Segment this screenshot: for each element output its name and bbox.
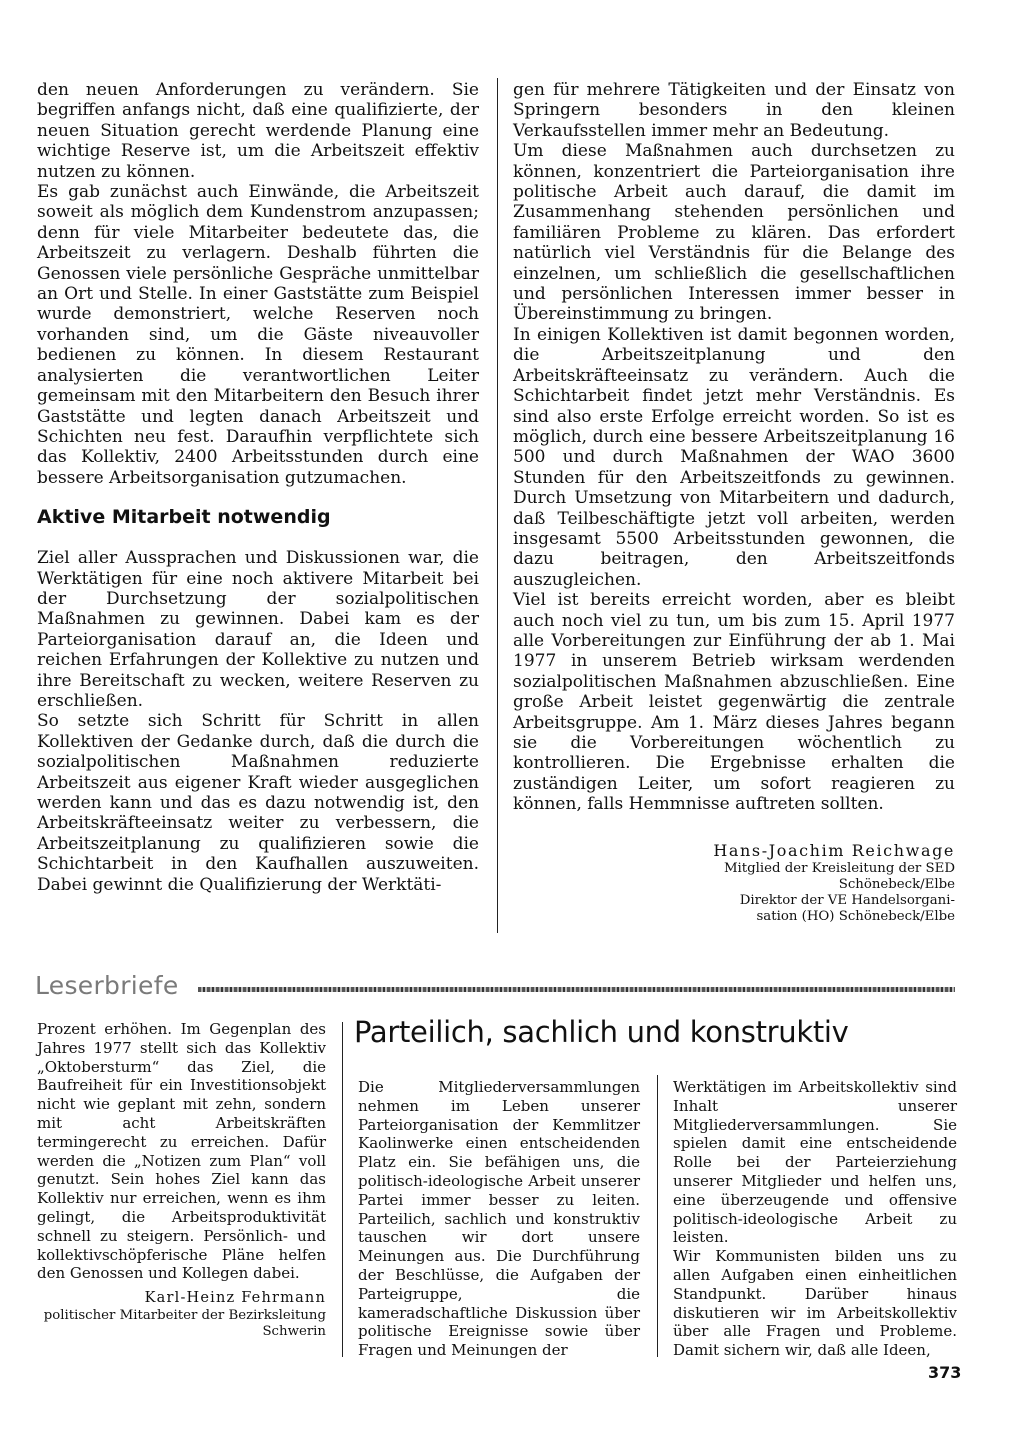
section-banner [35, 966, 955, 1006]
author-signature: Karl-Heinz Fehrmann [144, 1290, 326, 1307]
section-heading: Aktive Mitarbeit notwendig [37, 506, 331, 529]
author-role-line: Schwerin [262, 1323, 326, 1339]
banner-stripe [198, 987, 955, 992]
author-role-line: Schönebeck/Elbe [838, 877, 955, 893]
author-role-line: sation (HO) Schönebeck/Elbe [756, 909, 955, 925]
column-bottom-left [37, 1020, 326, 1340]
author-role-line: Direktor der VE Handelsorgani- [739, 893, 955, 909]
paragraph: Prozent erhöhen. Im Gegenplan des Jahres 1977 stellt sich das Kollektiv „Oktobersturm“ das Ziel, die Baufreiheit für ein Investitionsobjekt nicht wie geplant mit zehn, sondern mit acht Arbeitskräften termingerecht zu erreichen. Dafür werden die „Notizen zum Plan“ voll genutzt. Sein hohes Ziel kann das Kollektiv nur erreichen, wenn es ihm gelingt, die Arbeitsproduktivität schnell zu steigern. Persönlich- und kollektivschöpferische Pläne helfen den Genossen und Kollegen dabei. [37, 1020, 326, 1283]
section-label: Leserbriefe [35, 971, 179, 1000]
paragraph: den neuen Anforderungen zu verändern. Sie begriffen anfangs nicht, daß eine qualifizierte, der neuen Situation gerecht werdende Planung eine wichtige Reserve ist, um die Arbeitszeit effektiv nutzen zu können. [37, 80, 479, 182]
article-title: Parteilich, sachlich und konstruktiv [354, 1015, 849, 1049]
column-divider-bottom-left [342, 1022, 343, 1357]
paragraph: Viel ist bereits erreicht worden, aber es bleibt auch noch viel zu tun, um bis zum 15. April 1977 alle Vorbereitungen zur Einführung der ab 1. Mai 1977 in unserem Betrieb wirksam werdenden sozialpolitischen Maßnahmen abzuschließen. Eine große Arbeit leistet gegenwärtig die zentrale Arbeitsgruppe. Am 1. März dieses Jahres begann sie die Vorbereitungen wöchentlich zu kontrollieren. Die Ergebnisse erhalten die zuständigen Leiter, um sofort reagieren zu können, falls Hemmnisse auftreten sollten. [513, 590, 955, 815]
paragraph: gen für mehrere Tätigkeiten und der Einsatz von Springern besonders in den kleinen Verkaufsstellen immer mehr an Bedeutung. [513, 80, 955, 141]
paragraph: Ziel aller Aussprachen und Diskussionen war, die Werktätigen für eine noch aktivere Mitarbeit bei der Durchsetzung der sozialpolitischen Maßnahmen zu gewinnen. Dabei kam es der Parteiorganisation darauf an, die Ideen und reichen Erfahrungen der Kollektive zu nutzen und ihre Bereitschaft zu wecken, weitere Reserven zu erschließen. [37, 548, 479, 711]
paragraph: Werktätigen im Arbeitskollektiv sind Inhalt unserer Mitgliederversammlungen. Sie spielen damit eine entscheidende Rolle bei der Parteierziehung unserer Mitglieder und helfen uns, eine überzeugende und offensive politisch-ideologische Arbeit zu leisten. [673, 1078, 957, 1247]
paragraph: In einigen Kollektiven ist damit begonnen worden, die Arbeitszeitplanung und den Arbeitskräfteeinsatz zu verändern. Auch die Schichtarbeit findet jetzt mehr Verständnis. Es sind also erste Erfolge erreicht worden. So ist es möglich, durch eine bessere Arbeitszeitplanung 16 500 und durch Maßnahmen der WAO 3600 Stunden für den Arbeitszeitfonds zu gewinnen. Durch Umsetzung von Mitarbeitern und dadurch, daß Teilbeschäftigte jetzt voll arbeiten, werden insgesamt 5500 Arbeitsstunden gewonnen, die dazu beitragen, den Arbeitszeitfonds auszugleichen. [513, 324, 955, 590]
column-top-left [37, 80, 479, 895]
column-top-right [513, 80, 955, 925]
page-number: 373 [928, 1363, 962, 1382]
paragraph: Um diese Maßnahmen auch durchsetzen zu können, konzentriert die Parteiorganisation ihre politische Arbeit auch darauf, die damit im Zusammenhang stehenden persönlichen und familiären Probleme zu klären. Das erfordert natürlich viel Verständnis für die Belange des einzelnen, um schließlich die gesellschaftlichen und persönlichen Interessen immer besser in Übereinstimmung zu bringen. [513, 141, 955, 325]
author-role-line: politischer Mitarbeiter der Bezirksleitung [43, 1307, 326, 1323]
column-bottom-middle [358, 1078, 640, 1360]
author-signature: Hans-Joachim Reichwage [713, 840, 955, 860]
paragraph: Wir Kommunisten bilden uns zu allen Aufgaben einen einheitlichen Standpunkt. Darüber hinaus diskutieren wir im Arbeitskollektiv über alle Fragen und Probleme. Damit sichern wir, daß alle Ideen, [673, 1247, 957, 1360]
paragraph: Es gab zunächst auch Einwände, die Arbeitszeit soweit als möglich dem Kundenstrom anzupassen; denn für viele Mitarbeiter bedeutete das, die Arbeitszeit zu verlagern. Deshalb führten die Genossen viele persönliche Gespräche unmittelbar an Ort und Stelle. In einer Gaststätte zum Beispiel wurde demonstriert, welche Reserven noch vorhanden sind, um die Gäste niveauvoller bedienen zu können. In diesem Restaurant analysierten die verantwortlichen Leiter gemeinsam mit den Mitarbeitern den Besuch ihrer Gaststätte und legten danach Arbeitszeit und Schichten neu fest. Daraufhin verpflichtete sich das Kollektiv, 2400 Arbeitsstunden durch eine bessere Arbeitsorganisation gutzumachen. [37, 182, 479, 488]
column-divider-bottom-right [657, 1075, 658, 1357]
paragraph: So setzte sich Schritt für Schritt in allen Kollektiven der Gedanke durch, daß die durch die sozialpolitischen Maßnahmen reduzierte Arbeitszeit aus eigener Kraft wieder ausgeglichen werden kann und das es dazu notwendig ist, den Arbeitskräfteeinsatz weiter zu verbessern, die Arbeitszeitplanung zu qualifizieren sowie die Schichtarbeit in den Kaufhallen auszuweiten. Dabei gewinnt die Qualifizierung der Werktäti- [37, 711, 479, 895]
column-divider-top [497, 78, 498, 933]
paragraph: Die Mitgliederversammlungen nehmen im Leben unserer Parteiorganisation der Kemmlitzer Kaolinwerke einen entscheidenden Platz ein. Sie befähigen uns, die politisch-ideologische Arbeit unserer Partei immer besser zu leiten. Parteilich, sachlich und konstruktiv tauschen wir dort unsere Meinungen aus. Die Durchführung der Beschlüsse, die Aufgaben der Parteigruppe, die kameradschaftliche Diskussion über politische Ereignisse sowie über Fragen und Meinungen der [358, 1078, 640, 1360]
column-bottom-right [673, 1078, 957, 1360]
author-role-line: Mitglied der Kreisleitung der SED [723, 861, 955, 877]
